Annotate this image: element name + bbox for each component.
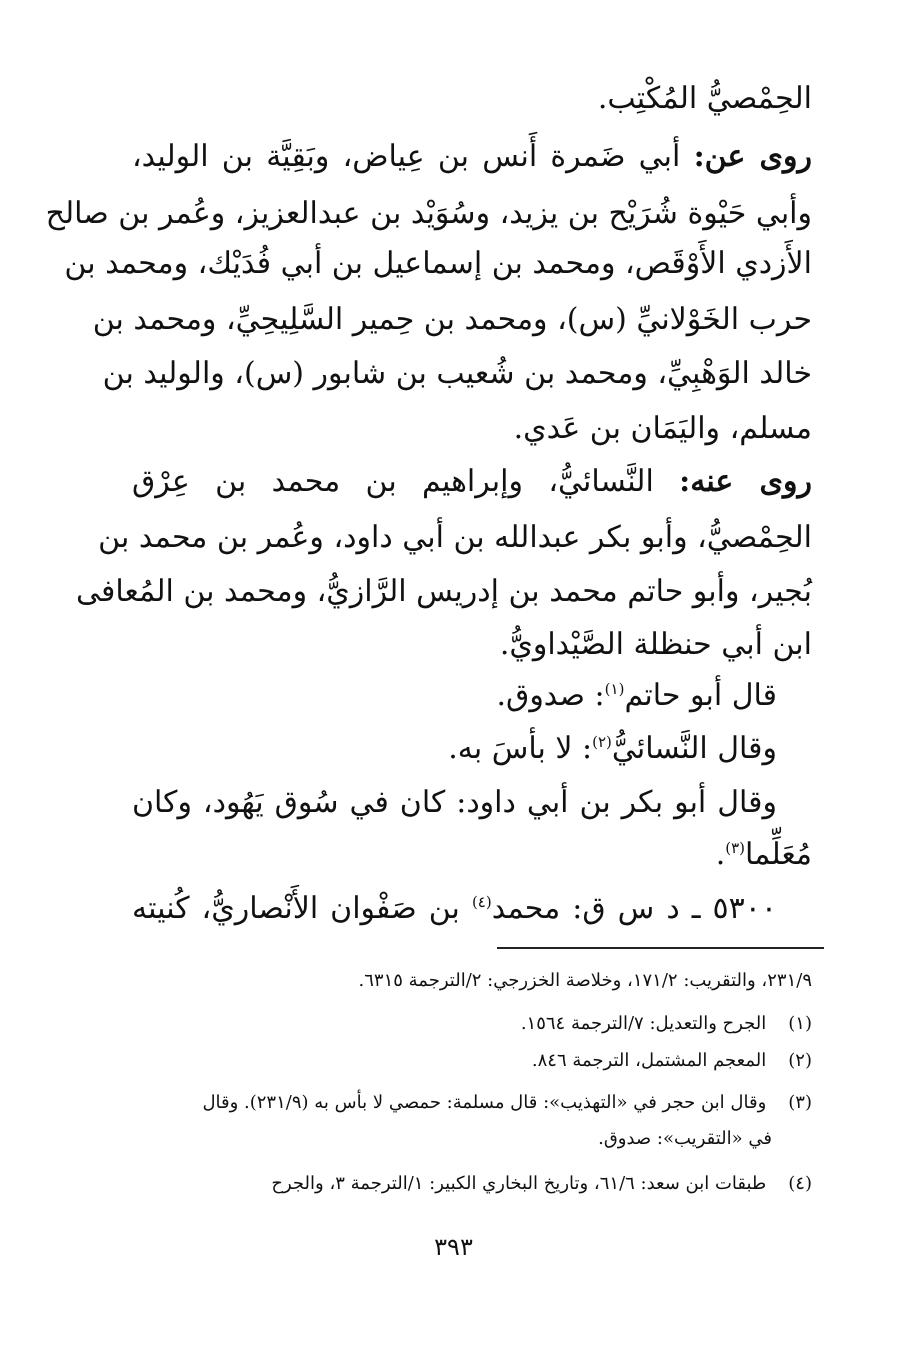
text-line-2 [132,136,812,178]
footnote-number: (٣) [788,1092,812,1113]
text-span: وقال النَّسائيُّ [611,731,777,766]
footnote-number: (١) [788,1013,812,1034]
text-line-9: الحِمْصيُّ، وأبو بكر عبدالله بن أبي داود، وعُمر بن محمد بن [98,520,812,555]
section-label-narrated-by: روى عنه: [679,464,812,499]
footnote-continuation: ٢٣١/٩، والتقريب: ١٧١/٢، وخلاصة الخزرجي: ٢/الترجمة ٦٣١٥. [358,970,812,991]
footnote-3-continued: في «التقريب»: صدوق. [598,1128,772,1149]
footnote-ref-4[interactable]: (٤) [471,893,492,911]
footnote-number: (٤) [788,1173,812,1194]
text-line-4: الأَزدي الأَوْقَص، ومحمد بن إسماعيل بن أبي فُدَيْك، ومحمد بن [64,246,812,281]
text-line-10: بُجير، وأبو حاتم محمد بن إدريس الرَّازيُّ، ومحمد بن المُعافى [76,574,812,609]
text-line-13 [132,728,812,770]
text-span: ٥٣٠٠ ـ د س ق: محمد [491,891,777,926]
text-line-11: ابن أبي حنظلة الصَّيْداويُّ. [499,627,812,662]
footnote-number: (٢) [788,1050,812,1071]
text-line-14: وقال أبو بكر بن أبي داود: كان في سُوق يَهُود، وكان [132,785,777,820]
text-span: قال أبو حاتم [624,678,777,713]
page-number: ٣٩٣ [434,1233,473,1261]
text-line-8 [132,461,812,503]
footnote-ref-1[interactable]: (١) [604,680,625,698]
section-label-narrated-from: روى عن: [693,139,812,174]
text-span: النَّسائيُّ، وإبراهيم بن محمد بن عِرْق [132,464,654,499]
footnote-text: وقال ابن حجر في «التهذيب»: قال مسلمة: حمصي لا بأس به (٢٣١/٩). وقال [202,1092,767,1113]
footnote-ref-2[interactable]: (٢) [592,733,612,751]
text-line-7: مسلم، واليَمَان بن عَدي. [513,411,812,446]
footnote-text: المعجم المشتمل، الترجمة ٨٤٦. [531,1050,767,1071]
footnote-1 [132,1011,812,1037]
text-line-3: وأبي حَيْوة شُرَيْح بن يزيد، وسُوَيْد بن عبدالعزيز، وعُمر بن صالح [45,196,812,231]
footnote-text: الجرح والتعديل: ٧/الترجمة ١٥٦٤. [520,1013,767,1034]
footnote-2 [132,1048,812,1074]
text-span: . [715,837,726,872]
text-span: أبي ضَمرة أَنس بن عِياض، وبَقِيَّة بن الوليد، [132,139,681,174]
footnote-separator [497,947,824,949]
text-span: : صدوق. [496,678,605,713]
text-line-16 [132,888,812,930]
text-span: : لا بأسَ به. [448,731,593,766]
text-line-1: الحِمْصيُّ المُكْتِب. [597,81,812,116]
text-line-5: حرب الخَوْلانيِّ (س)، ومحمد بن حِمير السَّلِيحِيِّ، ومحمد بن [92,302,812,337]
text-line-15 [132,834,812,876]
text-line-12 [132,675,812,717]
text-line-6: خالد الوَهْبِيِّ، ومحمد بن شُعيب بن شابور (س)، والوليد بن [102,356,812,391]
text-span: مُعَلِّما [745,837,812,872]
footnote-3 [132,1090,812,1116]
footnote-4 [132,1171,812,1197]
footnote-ref-3[interactable]: (٣) [725,839,746,857]
footnote-text: طبقات ابن سعد: ٦١/٦، وتاريخ البخاري الكبير: ١/الترجمة ٣، والجرح [271,1173,767,1194]
text-span: بن صَفْوان الأَنْصاريُّ، كُنيته [132,891,472,926]
